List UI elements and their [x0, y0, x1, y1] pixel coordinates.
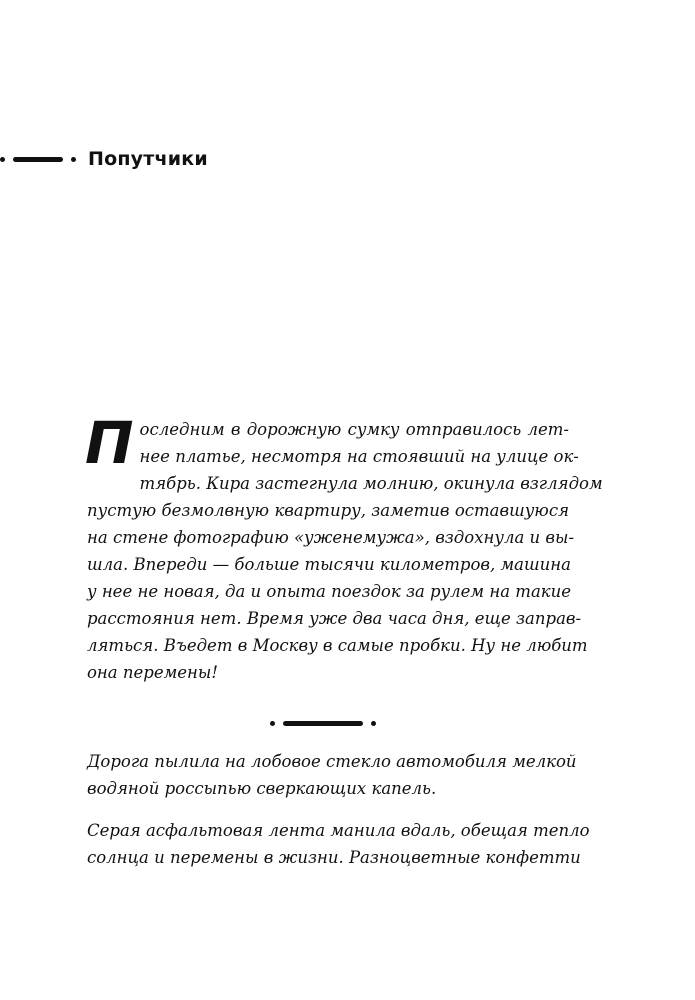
text-line: водяной россыпью сверкающих капель. — [87, 779, 437, 798]
paragraph-opening — [85, 409, 603, 686]
text-line: оследним в дорожную сумку отправилось лет- — [139, 420, 569, 439]
text-line: Дорога пылила на лобовое стекло автомобиля мелкой — [87, 752, 577, 771]
drop-cap: П — [85, 409, 134, 477]
text-line: ляться. Въедет в Москву в самые пробки. Ну не любит — [87, 636, 588, 655]
chapter-header — [0, 146, 208, 172]
text-line: тябрь. Кира застегнула молнию, окинула взглядом — [139, 474, 603, 493]
ornament-dot — [371, 721, 376, 726]
text-line: она перемены! — [87, 663, 218, 682]
ornament-dot — [270, 721, 275, 726]
ornament-dot — [0, 157, 5, 162]
text-line: пустую безмолвную квартиру, заметив оставшуюся — [87, 501, 569, 520]
ornament-line — [13, 157, 63, 162]
text-line: Серая асфальтовая лента манила вдаль, обещая тепло — [87, 821, 590, 840]
text-line: шла. Впереди — больше тысячи километров, машина — [87, 555, 571, 574]
text-line: расстояния нет. Время уже два часа дня, еще заправ- — [87, 609, 582, 628]
text-line: на стене фотографию «уженемужа», вздохнула и вы- — [87, 528, 575, 547]
ornament-dot — [71, 157, 76, 162]
text-line: солнца и перемены в жизни. Разноцветные конфетти — [87, 848, 581, 867]
ornament-line — [283, 721, 363, 726]
chapter-title: Попутчики — [88, 148, 208, 170]
paragraph — [87, 817, 590, 871]
scene-break-ornament — [270, 721, 376, 726]
chapter-ornament — [0, 157, 76, 162]
paragraph — [87, 748, 577, 802]
text-line: у нее не новая, да и опыта поездок за рулем на такие — [87, 582, 572, 601]
text-line: нее платье, несмотря на стоявший на улице ок- — [139, 447, 579, 466]
